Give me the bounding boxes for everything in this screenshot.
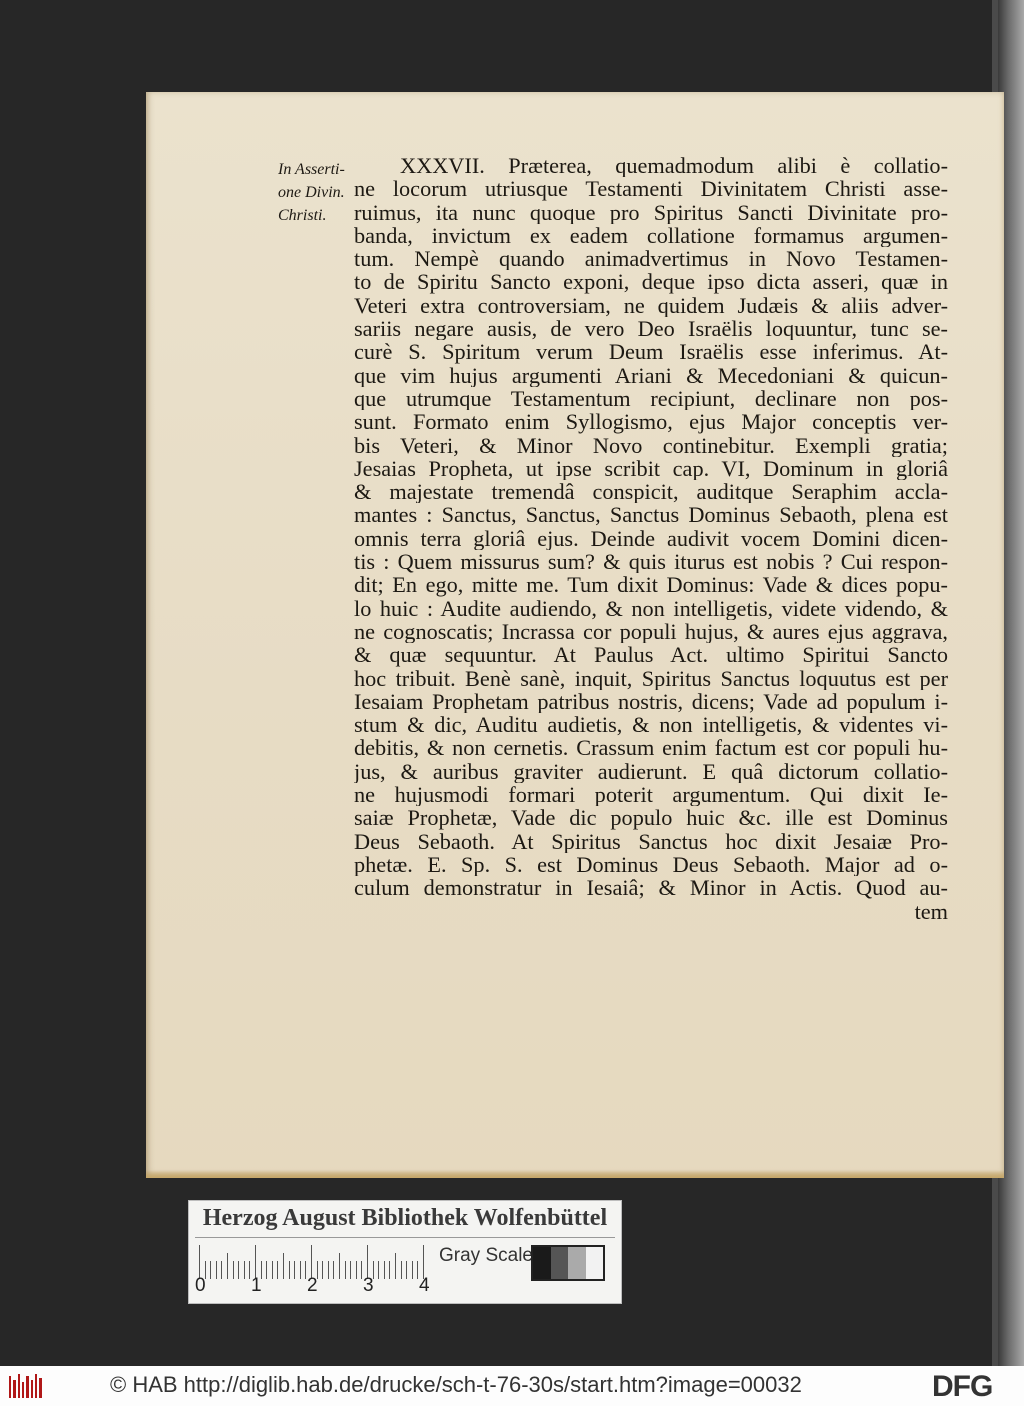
text-line: sariis negare ausis, de vero Deo Israëlis loquuntur, tunc se- bbox=[354, 317, 948, 341]
body-text bbox=[354, 154, 948, 923]
text-line: tem bbox=[914, 899, 948, 923]
text-line: lo huic : Audite audiendo, & non intelligetis, videte videndo, & bbox=[354, 596, 948, 620]
footer-bar bbox=[0, 1366, 1024, 1406]
text-line: to de Spiritu Sancto exponi, deque ipso dicta asseri, quæ in bbox=[354, 270, 948, 294]
ruler-tick bbox=[311, 1245, 312, 1279]
text-line: culum demonstratur in Iesaiâ; & Minor in Actis. Quod au- bbox=[354, 876, 948, 900]
grayscale-swatch bbox=[531, 1245, 605, 1281]
text-line: Deus Sebaoth. At Spiritus Sanctus hoc dixit Jesaiæ Pro- bbox=[354, 829, 948, 853]
grayscale-step bbox=[568, 1247, 586, 1279]
text-line: Iesaiam Prophetam patribus nostris, dicens; Vade ad populum i- bbox=[354, 689, 948, 714]
text-line: mantes : Sanctus, Sanctus, Sanctus Dominus Sebaoth, plena est bbox=[354, 503, 948, 527]
text-line: Jesaias Propheta, ut ipse scribit cap. VI, Dominum in gloriâ bbox=[354, 456, 948, 481]
grayscale-label: Gray Scale bbox=[439, 1245, 533, 1266]
ruler-number: 4 bbox=[419, 1275, 430, 1296]
grayscale-step bbox=[586, 1247, 604, 1279]
ruler-scale bbox=[199, 1241, 435, 1279]
text-line: stum & dic, Auditu audietis, & non intelligetis, & videntes vi- bbox=[354, 713, 948, 737]
text-line: tis : Quem missurus sum? & quis iturus est nobis ? Cui respon- bbox=[354, 550, 948, 574]
text-line: ne hujusmodi formari poterit argumentum. Qui dixit Ie- bbox=[354, 783, 948, 807]
text-line: ne locorum utriusque Testamenti Divinitatem Christi asse- bbox=[354, 177, 948, 201]
library-label-card bbox=[188, 1200, 622, 1304]
ruler-number: 3 bbox=[363, 1275, 374, 1296]
text-line: que vim hujus argumenti Ariani & Mecedoniani & quicun- bbox=[354, 363, 948, 387]
book-page bbox=[146, 92, 1004, 1178]
marginal-line: one Divin. bbox=[278, 184, 345, 201]
label-divider bbox=[195, 1237, 615, 1238]
source-url[interactable]: © HAB http://diglib.hab.de/drucke/sch-t-76-30s/start.htm?image=00032 bbox=[110, 1372, 802, 1397]
grayscale-step bbox=[533, 1247, 551, 1279]
ruler-number: 0 bbox=[195, 1275, 206, 1296]
text-line: Veteri extra controversiam, ne quidem Judæis & aliis adver- bbox=[354, 293, 948, 318]
text-line: debitis, & non cernetis. Crassum enim factum est cor populi hu- bbox=[354, 736, 948, 760]
text-line: dit; En ego, mitte me. Tum dixit Dominus: Vade & dices popu- bbox=[354, 573, 948, 597]
dfg-logo[interactable]: DFG bbox=[932, 1370, 993, 1403]
marginal-line: Christi. bbox=[278, 207, 327, 224]
text-line: phetæ. E. Sp. S. est Dominus Deus Sebaoth. Major ad o- bbox=[354, 852, 948, 877]
text-line: ne cognoscatis; Incrassa cor populi hujus, & aures ejus aggrava, bbox=[354, 619, 948, 644]
ruler-numbers bbox=[195, 1275, 455, 1299]
text-line: bis Veteri, & Minor Novo continebitur. Exempli gratia; bbox=[354, 433, 948, 457]
text-line: ruimus, ita nunc quoque pro Spiritus Sancti Divinitate pro- bbox=[354, 200, 948, 224]
ruler-tick bbox=[367, 1245, 368, 1279]
text-line: banda, invictum ex eadem collatione formamus argumen- bbox=[354, 223, 948, 248]
grayscale-step bbox=[551, 1247, 569, 1279]
text-line: tum. Nempè quando animadvertimus in Novo Testamen- bbox=[354, 247, 948, 271]
hab-barcode-logo-icon[interactable] bbox=[8, 1372, 46, 1400]
library-name: Herzog August Bibliothek Wolfenbüttel bbox=[202, 1205, 608, 1231]
text-line: & quæ sequuntur. At Paulus Act. ultimo Spiritui Sancto bbox=[354, 643, 948, 667]
text-line: que utrumque Testamentum recipiunt, declinare non pos- bbox=[354, 386, 948, 411]
text-line: omnis terra gloriâ ejus. Deinde audivit vocem Domini dicen- bbox=[354, 526, 948, 551]
ruler-tick bbox=[255, 1245, 256, 1279]
ruler-tick bbox=[423, 1245, 424, 1279]
page-bottom-edge bbox=[146, 1170, 1004, 1178]
text-line: sunt. Formato enim Syllogismo, ejus Major conceptis ver- bbox=[354, 410, 948, 434]
text-line: XXXVII. Præterea, quemadmodum alibi è collatio- bbox=[400, 154, 948, 178]
text-line: jus, & auribus graviter audierunt. E quâ dictorum collatio- bbox=[354, 759, 948, 784]
marginal-line: In Asserti- bbox=[278, 161, 345, 178]
text-line: hoc tribuit. Benè sanè, inquit, Spiritus Sanctus loquutus est per bbox=[354, 666, 948, 690]
ruler-number: 2 bbox=[307, 1275, 318, 1296]
ruler-number: 1 bbox=[251, 1275, 262, 1296]
ruler-tick bbox=[199, 1245, 200, 1279]
text-line: curè S. Spiritum verum Deum Israëlis esse inferimus. At- bbox=[354, 340, 948, 364]
text-line: saiæ Prophetæ, Vade dic populo huic &c. ille est Dominus bbox=[354, 806, 948, 830]
text-line: & majestate tremendâ conspicit, auditque Seraphim accla- bbox=[354, 480, 948, 504]
